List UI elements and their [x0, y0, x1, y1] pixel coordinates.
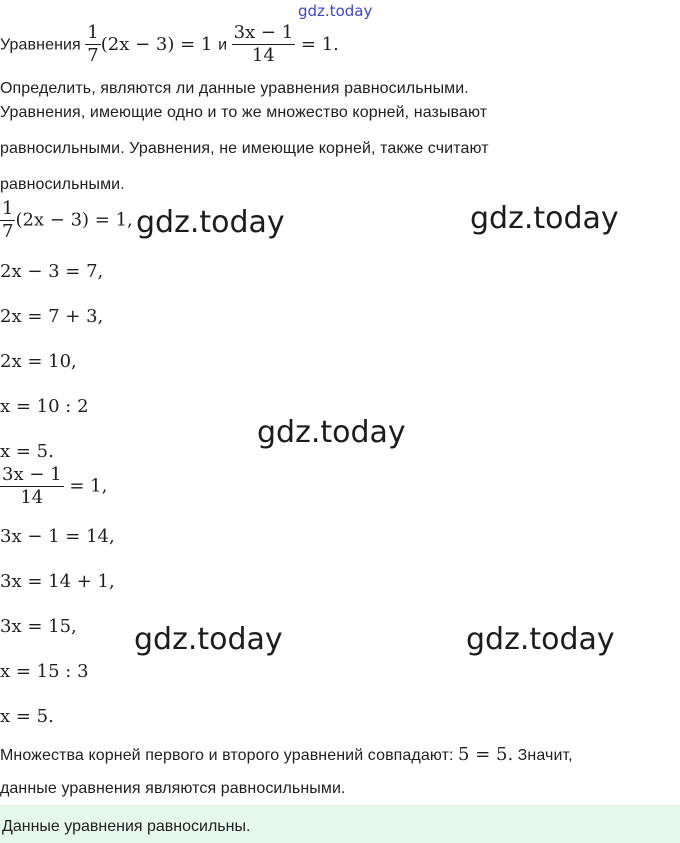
conclusion-math: 5 = 5.: [458, 744, 514, 765]
intro-conjunction: и: [218, 36, 228, 54]
intro-eq2-rest: = 1.: [300, 33, 339, 55]
conclusion-line-2: данные уравнения являются равносильными.: [0, 780, 346, 797]
solution1-step: x = 5.: [0, 441, 54, 462]
intro-eq1: [85, 22, 218, 66]
fraction-denominator: 14: [20, 487, 44, 508]
solution2-rest: = 1,: [69, 475, 108, 497]
fraction-numerator: 1: [2, 198, 14, 219]
solution1-step: 2x − 3 = 7,: [0, 261, 104, 282]
conclusion-line-1: [0, 744, 573, 765]
solution2-equation: [0, 466, 107, 507]
solution2-step: 3x = 15,: [0, 616, 77, 637]
solution1-step: 2x = 7 + 3,: [0, 306, 104, 327]
solution1-fraction: [0, 200, 15, 241]
watermark-top: gdz.today: [298, 2, 373, 20]
intro-eq2-fraction: [232, 24, 296, 65]
solution1-step: 2x = 10,: [0, 351, 77, 372]
solution2-step: 3x − 1 = 14,: [0, 526, 115, 547]
watermark: gdz.today: [134, 622, 283, 657]
fraction-denominator: 14: [251, 45, 275, 66]
solution2-step: x = 15 : 3: [0, 661, 89, 682]
conclusion-end: Значит,: [517, 747, 573, 764]
fraction-denominator: 7: [2, 221, 14, 242]
solution1-step: x = 10 : 2: [0, 396, 89, 417]
solution1-equation: [0, 200, 133, 241]
solution2-fraction: [0, 466, 64, 507]
fraction-numerator: 3x − 1: [2, 464, 62, 485]
solution1-rest: (2x − 3) = 1,: [15, 209, 133, 231]
watermark: gdz.today: [136, 205, 285, 240]
answer-text: Данные уравнения равносильны.: [2, 818, 251, 835]
definition-line-2: равносильными. Уравнения, не имеющие корней, также считают: [0, 140, 489, 157]
intro-prefix: Уравнения: [0, 36, 81, 54]
fraction-numerator: 3x − 1: [233, 22, 294, 43]
watermark: gdz.today: [466, 622, 615, 657]
fraction-numerator: 1: [87, 22, 99, 43]
watermark: gdz.today: [257, 415, 406, 450]
definition-line-1: Уравнения, имеющие одно и то же множество корней, называют: [0, 104, 488, 121]
intro-line: [0, 24, 339, 65]
intro-eq1-fraction: [85, 24, 100, 65]
fraction-denominator: 7: [87, 45, 99, 66]
task-text: Определить, являются ли данные уравнения равносильными.: [0, 80, 469, 97]
definition-line-3: равносильными.: [0, 176, 125, 193]
intro-eq2: [232, 22, 339, 66]
intro-eq1-rest: (2x − 3) = 1: [100, 33, 213, 55]
solution2-step: x = 5.: [0, 706, 54, 727]
conclusion-text: Множества корней первого и второго уравнений совпадают:: [0, 747, 454, 764]
watermark: gdz.today: [470, 201, 619, 236]
solution2-step: 3x = 14 + 1,: [0, 571, 115, 592]
